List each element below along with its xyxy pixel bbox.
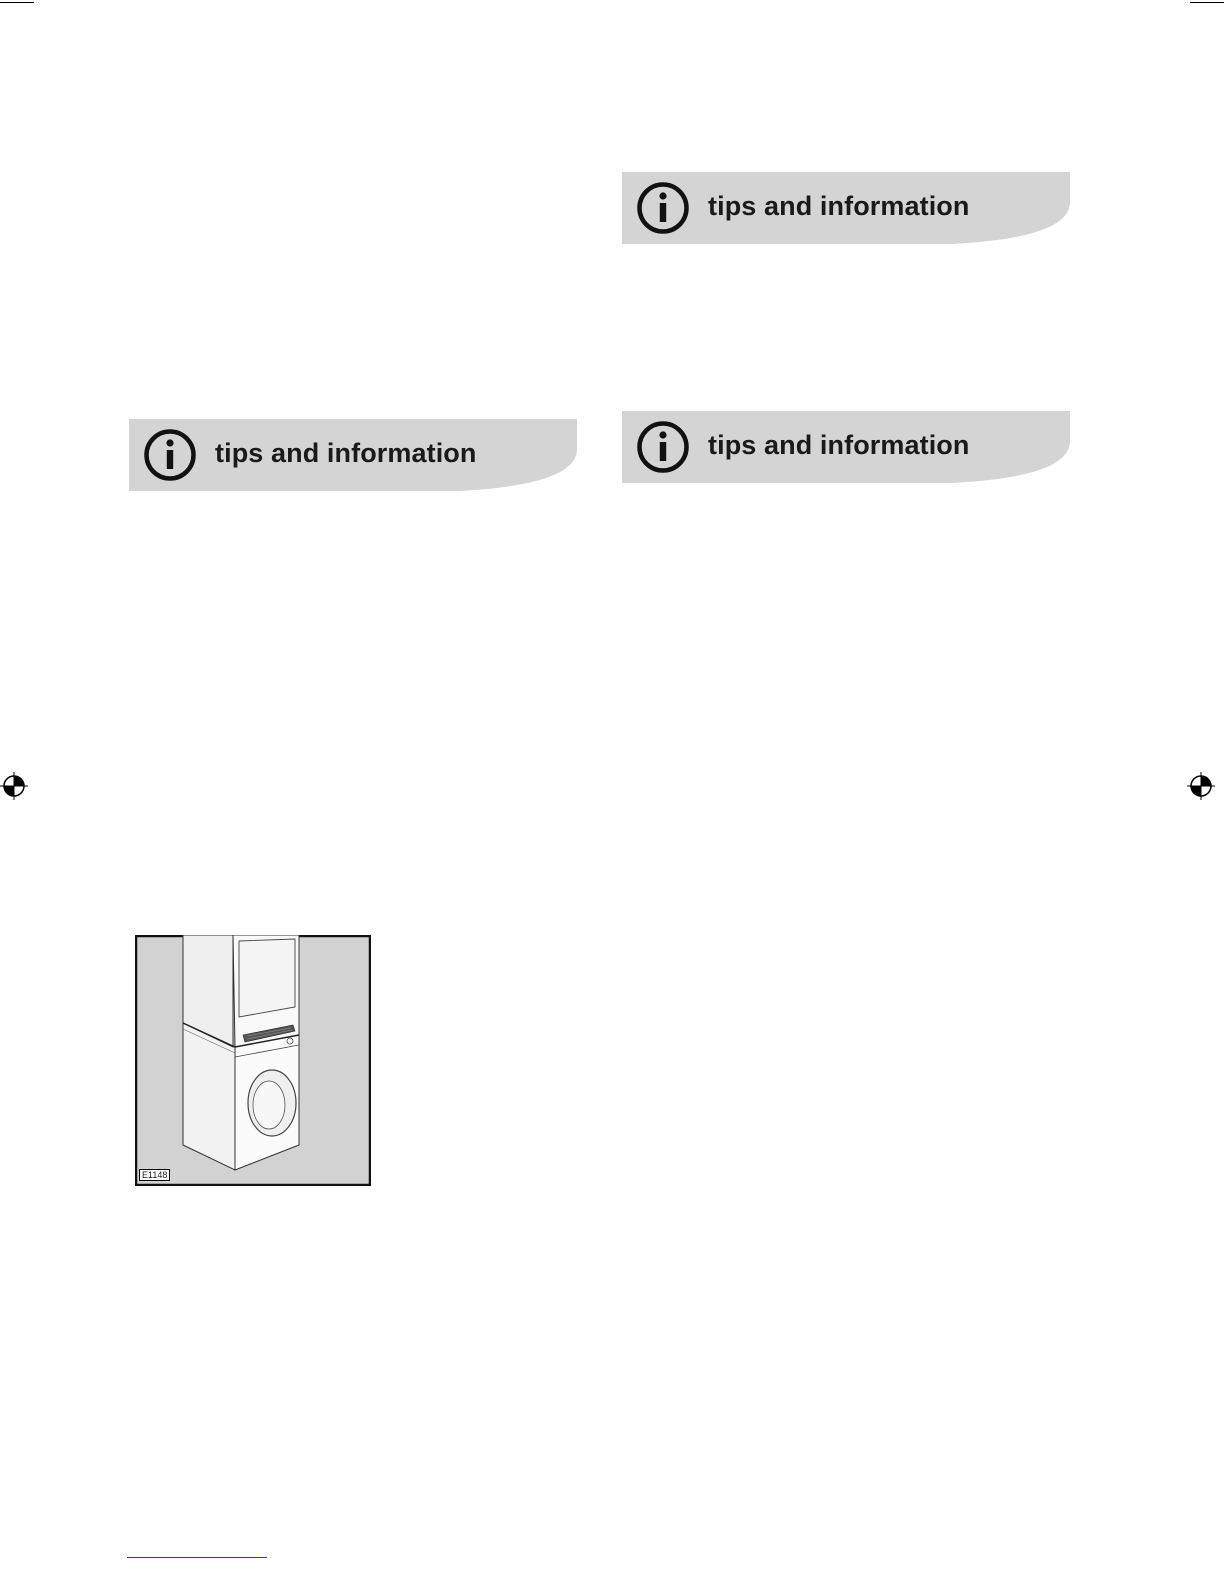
stacking-figure (135, 935, 371, 1186)
info-icon (636, 181, 690, 235)
tips-box-right-bottom (622, 411, 1072, 483)
tips-box-label: tips and information (215, 438, 477, 468)
tips-box-label: tips and information (708, 191, 970, 221)
tips-box-label: tips and information (708, 430, 970, 460)
info-icon (636, 420, 690, 474)
figure-code: E1148 (139, 1169, 170, 1181)
registration-mark-left (0, 772, 28, 800)
tips-box-right-top (622, 172, 1072, 244)
tips-box-left (129, 419, 579, 491)
crop-mark-top-left (0, 2, 34, 3)
footer-rule (127, 1557, 267, 1558)
info-icon (143, 428, 197, 482)
stacked-appliances-illustration (135, 935, 371, 1186)
crop-mark-top-right (1190, 2, 1224, 3)
registration-mark-right (1187, 772, 1215, 800)
